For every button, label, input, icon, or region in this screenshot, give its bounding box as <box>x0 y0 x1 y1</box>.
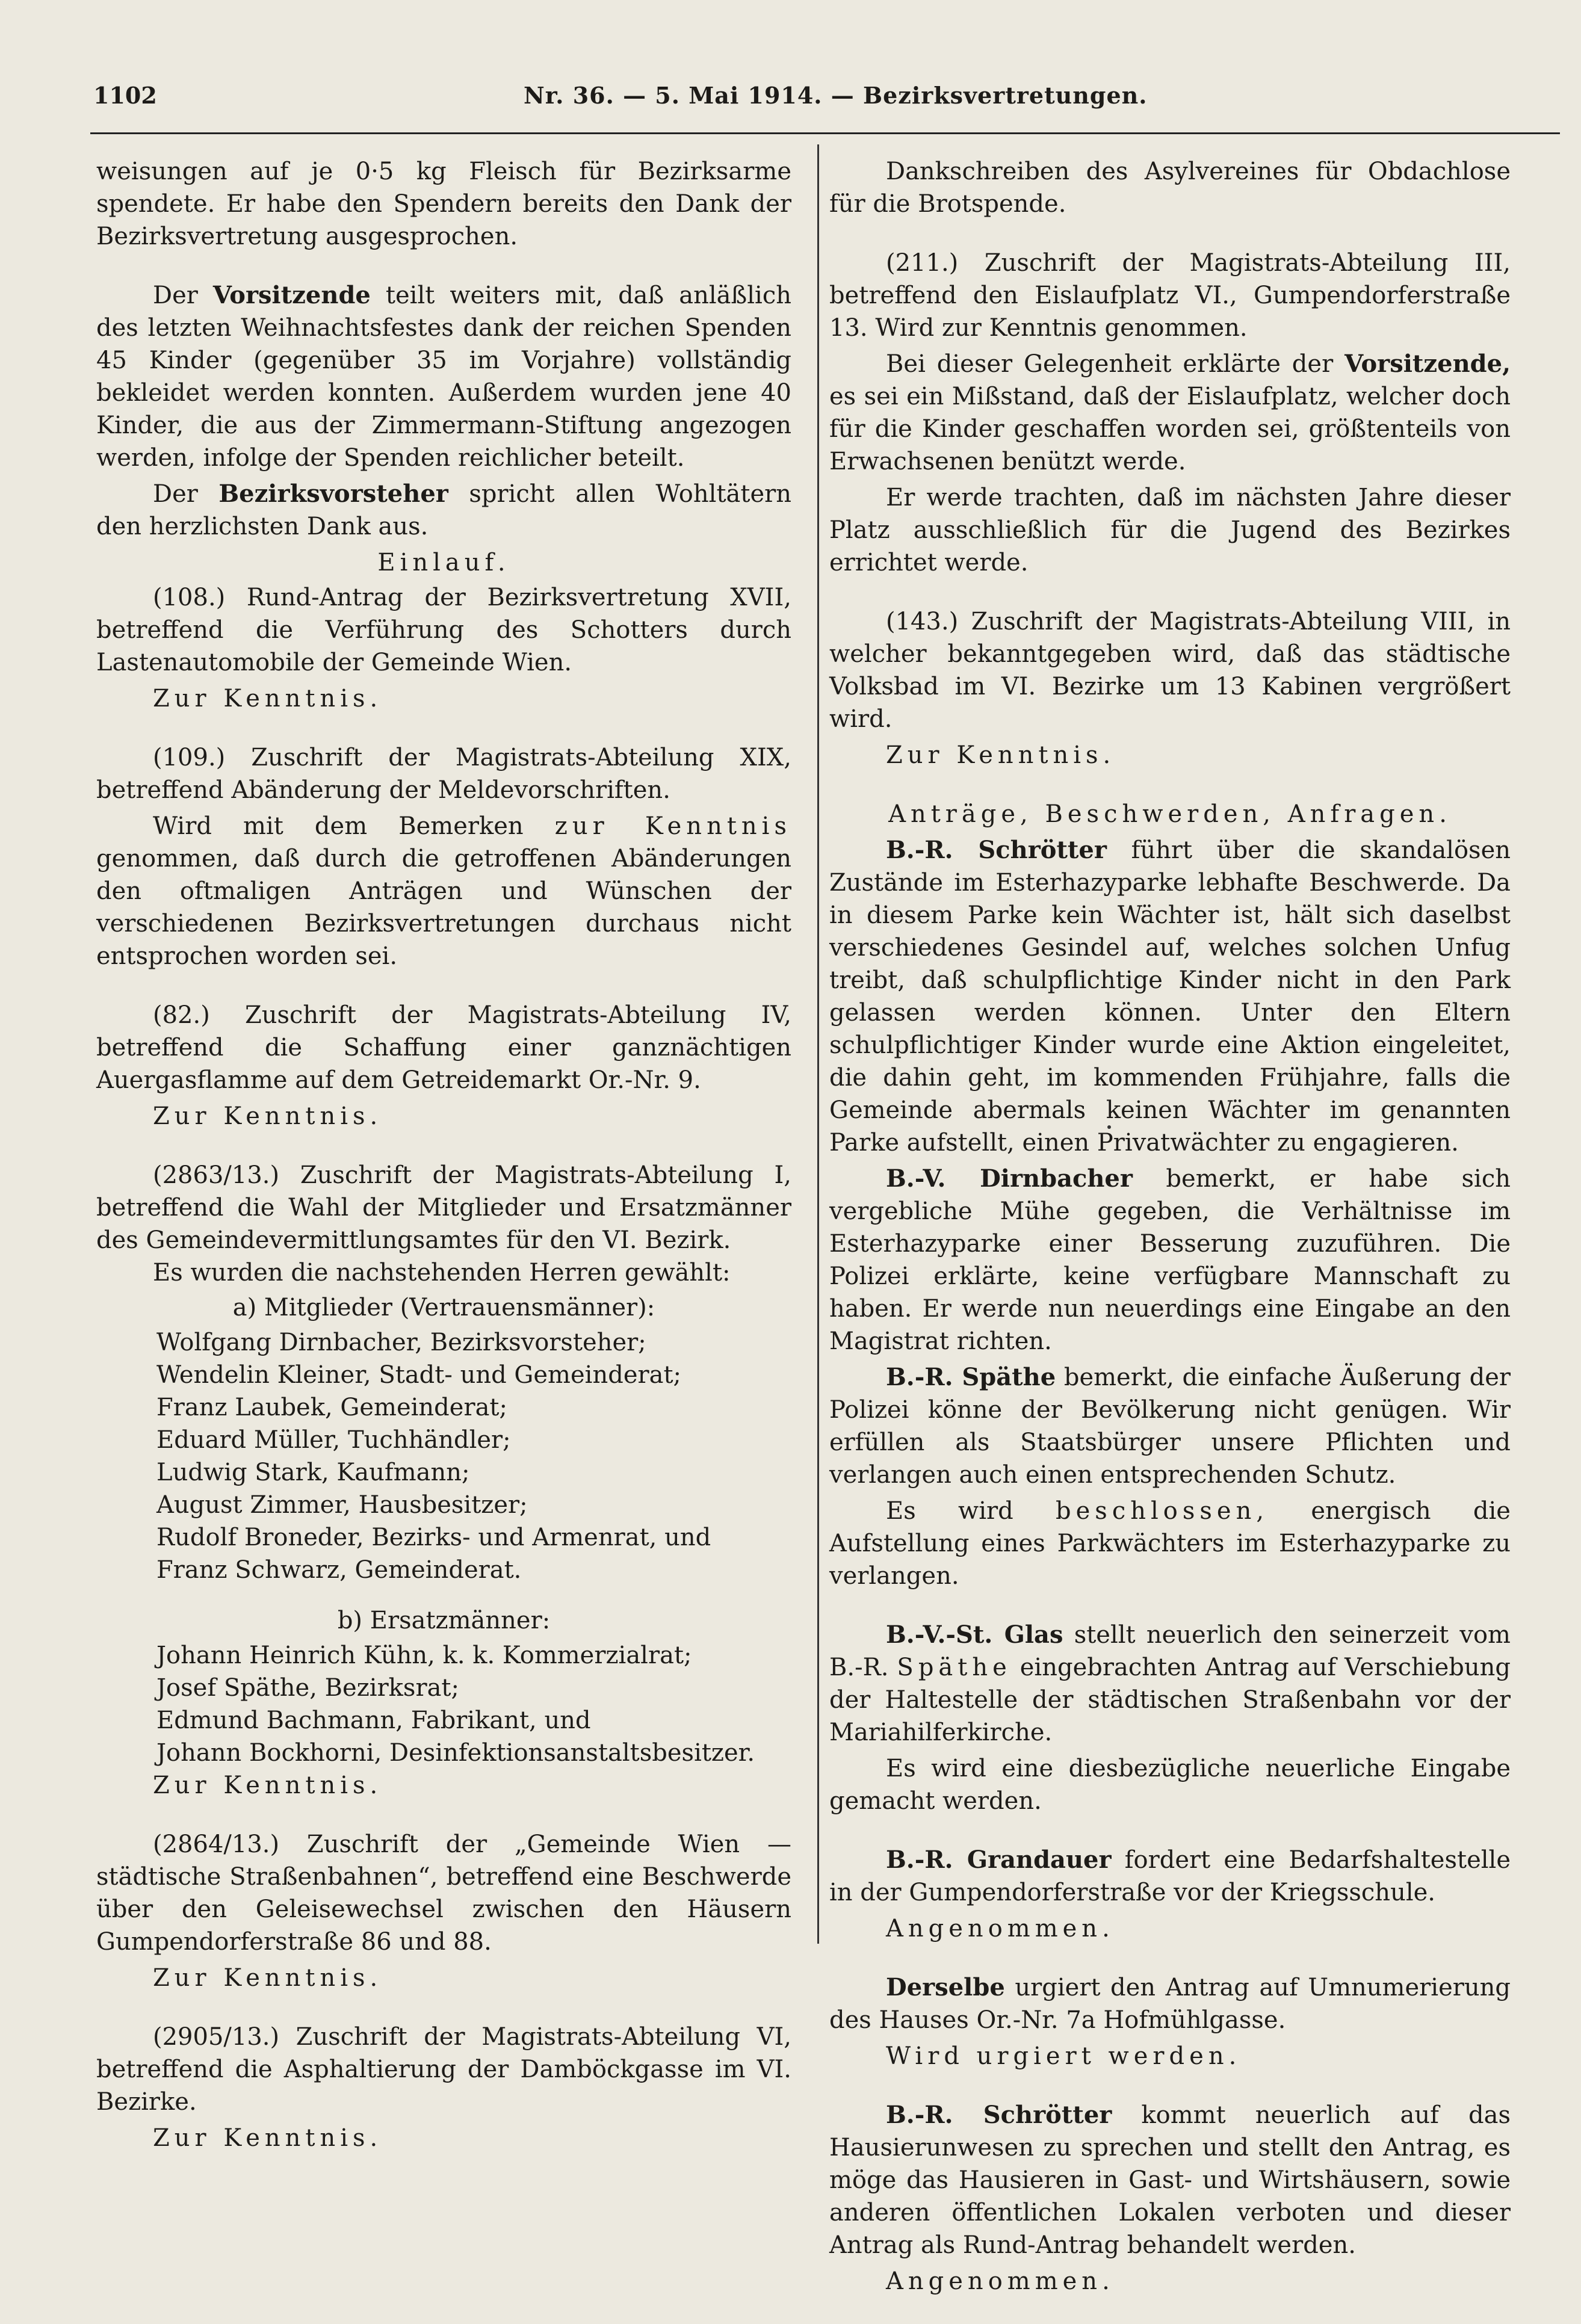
resolution: Wird urgiert werden. <box>886 2042 1242 2070</box>
resolution: Angenommen. <box>886 2267 1115 2295</box>
speaker-name: B.-V.-St. Glas <box>886 1621 1063 1649</box>
member-line: Wendelin Kleiner, Stadt- und Gemeinderat; <box>156 1361 682 1389</box>
substitute-line: Josef Späthe, Bezirksrat; <box>156 1674 459 1702</box>
resolution: Zur Kenntnis. <box>153 2124 383 2152</box>
page-number: 1102 <box>93 82 157 109</box>
speaker-name: B.-R. Grandauer <box>886 1846 1112 1874</box>
motion: B.-V.-St. Glas stellt neuerlich den seinerzeit vom B.-R. Späthe eingebrachten Antrag auf Verschiebung der Haltestelle der städtischen Straßenbahn vor der Mariahilferkirche. <box>829 1621 1511 1746</box>
header-rule <box>90 132 1560 134</box>
agenda-item: (211.) Zuschrift der Magistrats-Abteilung III, betreffend den Eislaufplatz VI., Gumpendorferstraße 13. Wird zur Kenntnis genommen. <box>829 249 1511 342</box>
speaker-name: Vorsitzende <box>212 281 371 309</box>
ink-dot <box>1107 1125 1111 1129</box>
paragraph: Der Bezirksvorsteher spricht allen Wohltätern den herzlichsten Dank aus. <box>96 480 791 540</box>
substitute-line: Johann Heinrich Kühn, k. k. Kommerzialrat; <box>156 1642 692 1669</box>
paragraph: weisungen auf je 0·5 kg Fleisch für Bezirksarme spendete. Er habe den Spendern bereits den Dank der Bezirksvertretung ausgesprochen. <box>96 158 791 250</box>
paragraph: Dankschreiben des Asylvereines für Obdachlose für die Brotspende. <box>829 158 1511 218</box>
agenda-item: (82.) Zuschrift der Magistrats-Abteilung IV, betreffend die Schaffung einer ganznächtigen Auergasflamme auf dem Getreidemarkt Or.-Nr. 9. <box>96 1001 791 1094</box>
motion: B.-R. Späthe bemerkt, die einfache Äußerung der Polizei könne der Bevölkerung nicht genügen. Wir erfüllen als Staatsbürger unsere Pflichten und verlangen auch einen entsprechenden Schutz. <box>829 1363 1511 1489</box>
speaker-name: B.-R. Späthe <box>886 1363 1056 1391</box>
election-intro: Es wurden die nachstehenden Herren gewählt: <box>153 1259 731 1287</box>
speaker-name: Vorsitzende, <box>1344 350 1511 378</box>
resolution: Es wird eine diesbezügliche neuerliche Eingabe gemacht werden. <box>829 1755 1511 1815</box>
paragraph: Der Vorsitzende teilt weiters mit, daß anläßlich des letzten Weihnachtsfestes dank der reichen Spenden 45 Kinder (gegenüber 35 im Vorjahre) vollständig bekleidet werden konnten. Außerdem wurden jene 40 Kinder, die aus der Zimmermann-Stiftung angezogen werden, infolge der Spenden reichlicher beteilt. <box>96 281 791 472</box>
paragraph: Er werde trachten, daß im nächsten Jahre dieser Platz ausschließlich für die Jugend des Bezirkes errichtet werde. <box>829 484 1511 576</box>
column-divider <box>817 144 819 1944</box>
motion: B.-V. Dirnbacher bemerkt, er habe sich vergebliche Mühe gegeben, die Verhältnisse im Esterhazyparke einer Besserung zuzuführen. Die Polizei erklärte, keine verfügbare Mannschaft zu haben. Er werde nun neuerdings eine Eingabe an den Magistrat richten. <box>829 1164 1511 1355</box>
agenda-item: (109.) Zuschrift der Magistrats-Abteilung XIX, betreffend Abänderung der Meldevorschriften. <box>96 744 791 804</box>
left-column <box>96 155 791 2181</box>
member-line: Franz Schwarz, Gemeinderat. <box>156 1556 522 1584</box>
right-column <box>829 155 1511 2324</box>
motion: B.-R. Schrötter kommt neuerlich auf das Hausierunwesen zu sprechen und stellt den Antrag, es möge das Hausieren in Gast- und Wirtshäusern, sowie anderen öffentlichen Lokalen verboten und dieser Antrag als Rund-Antrag behandelt werden. <box>829 2101 1511 2259</box>
agenda-item: (2905/13.) Zuschrift der Magistrats-Abteilung VI, betreffend die Asphaltierung der Damböckgasse im VI. Bezirke. <box>96 2023 791 2116</box>
speaker-name: B.-R. Schrötter <box>886 2101 1112 2129</box>
section-heading-einlauf: Einlauf. <box>377 549 510 576</box>
resolution: Zur Kenntnis. <box>153 1102 383 1130</box>
speaker-name: Bezirksvorsteher <box>218 480 448 508</box>
substitute-line: Johann Bockhorni, Desinfektionsanstaltsbesitzer. <box>156 1739 755 1767</box>
running-header: Nr. 36. — 5. Mai 1914. — Bezirksvertretungen. <box>524 82 1148 109</box>
speaker-name: Derselbe <box>886 1973 1005 2001</box>
member-line: August Zimmer, Hausbesitzer; <box>156 1491 528 1519</box>
agenda-item: (108.) Rund-Antrag der Bezirksvertretung XVII, betreffend die Verführung des Schotters durch Lastenautomobile der Gemeinde Wien. <box>96 584 791 676</box>
resolution: Zur Kenntnis. <box>886 741 1116 769</box>
speaker-name: B.-V. Dirnbacher <box>886 1164 1133 1193</box>
resolution: Wird mit dem Bemerken zur Kenntnis genommen, daß durch die getroffenen Abänderungen den oftmaligen Anträgen und Wünschen der verschiedenen Bezirksvertretungen durchaus nicht entsprochen worden sei. <box>96 812 791 970</box>
motion: B.-R. Schrötter führt über die skandalösen Zustände im Esterhazyparke lebhafte Beschwerde. Da in diesem Parke kein Wächter ist, hält sich daselbst verschiedenes Gesindel auf, welches solchen Unfug treibt, daß schulpflichtige Kinder nicht in den Park gelassen werden können. Unter den Eltern schulpflichtiger Kinder wurde eine Aktion eingeleitet, die dahin geht, im kommenden Frühjahre, falls die Gemeinde abermals keinen Wächter im genannten Parke aufstellt, einen Privatwächter zu engagieren. <box>829 836 1511 1157</box>
resolution: Angenommen. <box>886 1915 1115 1942</box>
member-line: Eduard Müller, Tuchhändler; <box>156 1426 511 1454</box>
speaker-name: B.-R. Schrötter <box>886 836 1107 864</box>
section-heading-antraege: Anträge, Beschwerden, Anfragen. <box>888 800 1452 828</box>
member-line: Rudolf Broneder, Bezirks- und Armenrat, und <box>156 1524 711 1551</box>
motion: Derselbe urgiert den Antrag auf Umnumerierung des Hauses Or.-Nr. 7a Hofmühlgasse. <box>829 1973 1511 2034</box>
subheading-substitutes: b) Ersatzmänner: <box>337 1607 551 1634</box>
resolution: Zur Kenntnis. <box>153 1772 383 1799</box>
substitute-line: Edmund Bachmann, Fabrikant, und <box>156 1707 591 1734</box>
agenda-item: (2863/13.) Zuschrift der Magistrats-Abteilung I, betreffend die Wahl der Mitglieder und Ersatzmänner des Gemeindevermittlungsamtes für den VI. Bezirk. <box>96 1161 791 1254</box>
member-line: Wolfgang Dirnbacher, Bezirksvorsteher; <box>156 1329 646 1356</box>
member-line: Ludwig Stark, Kaufmann; <box>156 1459 470 1486</box>
agenda-item: (2864/13.) Zuschrift der „Gemeinde Wien — städtische Straßenbahnen“, betreffend eine Beschwerde über den Geleisewechsel zwischen den Häusern Gumpendorferstraße 86 und 88. <box>96 1831 791 1956</box>
resolution: Es wird beschlossen, energisch die Aufstellung eines Parkwächters im Esterhazyparke zu verlangen. <box>829 1497 1511 1590</box>
resolution: Zur Kenntnis. <box>153 685 383 712</box>
resolution: Zur Kenntnis. <box>153 1964 383 1992</box>
agenda-item: (143.) Zuschrift der Magistrats-Abteilung VIII, in welcher bekanntgegeben wird, daß das städtische Volksbad im VI. Bezirke um 13 Kabinen vergrößert wird. <box>829 608 1511 733</box>
subheading-members: a) Mitglieder (Vertrauensmänner): <box>232 1294 655 1321</box>
member-line: Franz Laubek, Gemeinderat; <box>156 1394 507 1421</box>
paragraph: Bei dieser Gelegenheit erklärte der Vorsitzende, es sei ein Mißstand, daß der Eislaufplatz, welcher doch für die Kinder geschaffen worden sei, größtenteils von Erwachsenen benützt werde. <box>829 350 1511 475</box>
motion: B.-R. Grandauer fordert eine Bedarfshaltestelle in der Gumpendorferstraße vor der Kriegsschule. <box>829 1846 1511 1906</box>
